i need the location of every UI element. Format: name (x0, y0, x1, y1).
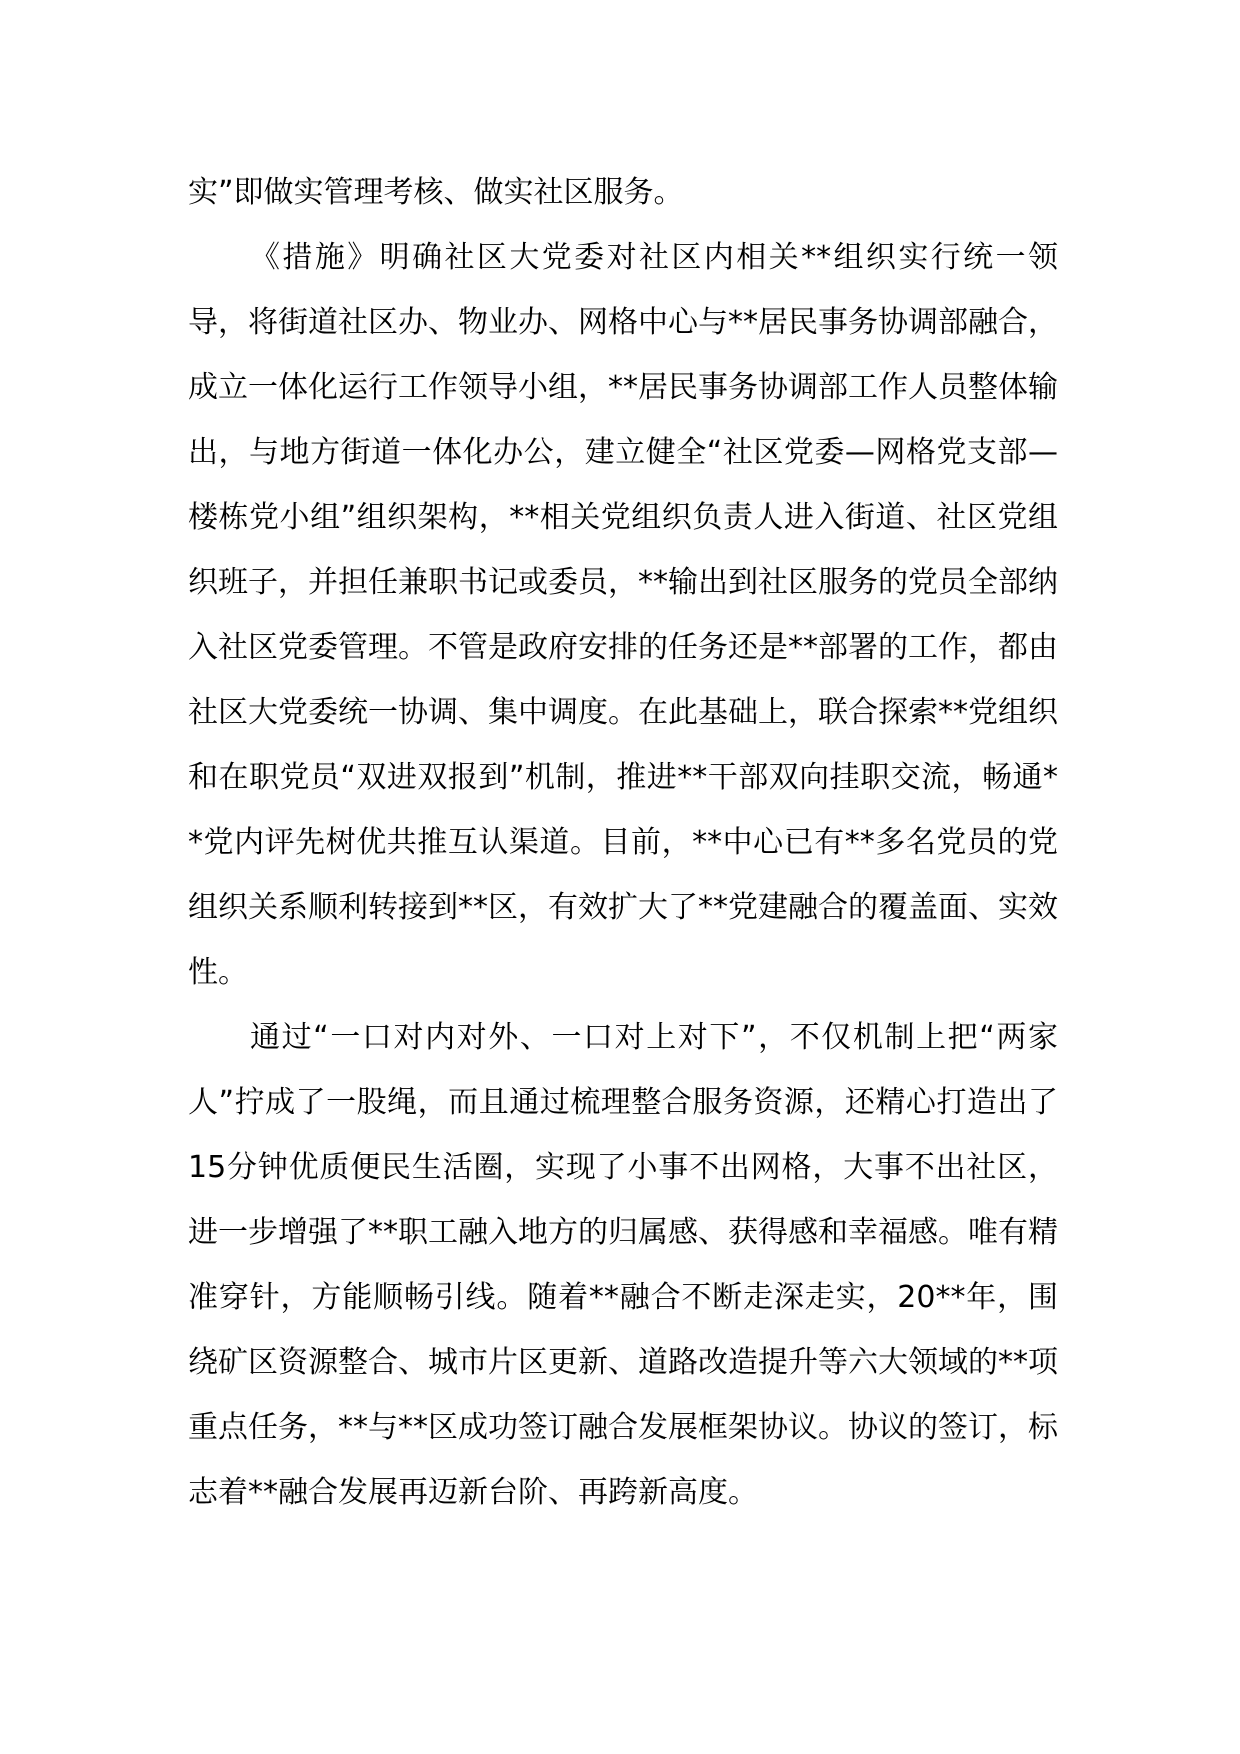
paragraph-1: 实”即做实管理考核、做实社区服务。 (188, 175, 684, 210)
document-body (188, 160, 1058, 1525)
paragraph-2: 《措施》明确社区大党委对社区内相关**组织实行统一领导，将街道社区办、物业办、网格中心与**居民事务协调部融合，成立一体化运行工作领导小组，**居民事务协调部工作人员整体输出，与地方街道一体化办公，建立健全“社区党委—网格党支部—楼栋党小组”组织架构，**相关党组织负责人进入街道、社区党组织班子，并担任兼职书记或委员，**输出到社区服务的党员全部纳入社区党委管理。不管是政府安排的任务还是**部署的工作，都由社区大党委统一协调、集中调度。在此基础上，联合探索**党组织和在职党员“双进双报到”机制，推进**干部双向挂职交流，畅通**党内评先树优共推互认渠道。目前，**中心已有**多名党员的党组织关系顺利转接到**区，有效扩大了**党建融合的覆盖面、实效性。 (188, 240, 1058, 990)
paragraph-3: 通过“一口对内对外、一口对上对下”，不仅机制上把“两家人”拧成了一股绳，而且通过梳理整合服务资源，还精心打造出了15分钟优质便民生活圈，实现了小事不出网格，大事不出社区，进一步增强了**职工融入地方的归属感、获得感和幸福感。唯有精准穿针，方能顺畅引线。随着**融合不断走深走实，20**年，围绕矿区资源整合、城市片区更新、道路改造提升等六大领域的**项重点任务，**与**区成功签订融合发展框架协议。协议的签订，标志着**融合发展再迈新台阶、再跨新高度。 (188, 1020, 1058, 1510)
